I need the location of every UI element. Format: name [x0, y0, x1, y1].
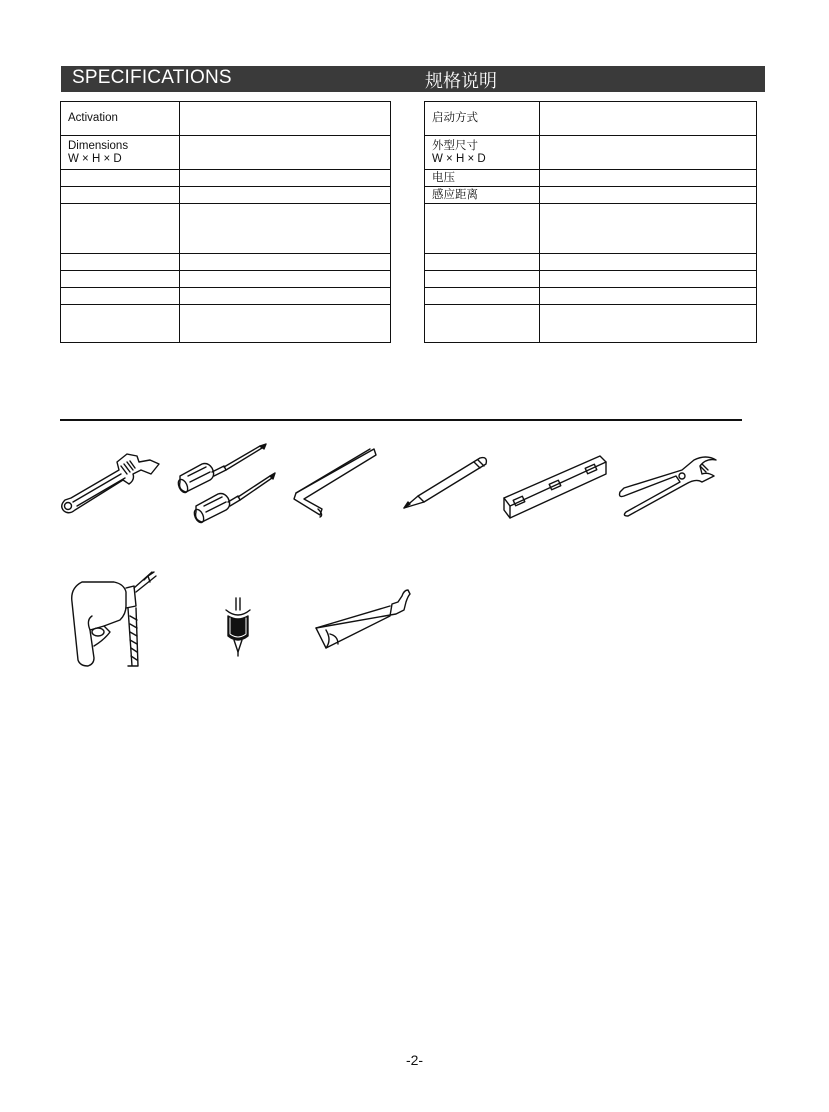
- pliers-icon: [616, 452, 720, 518]
- spec-label-dimensions-zh-line2: W × H × D: [432, 152, 486, 165]
- spec-value-cell: [540, 170, 757, 187]
- spec-value-cell: [540, 204, 757, 254]
- section-divider: [60, 419, 742, 421]
- spec-label-dimensions-line1: Dimensions: [68, 139, 129, 152]
- spec-value-cell: [180, 288, 391, 305]
- spec-label-voltage-zh: 电压: [425, 170, 540, 187]
- screwdrivers-icon: [176, 442, 276, 530]
- spec-label-cell: [61, 271, 180, 288]
- spec-value-cell: [540, 288, 757, 305]
- spec-label-cell: [425, 305, 540, 343]
- spec-label-cell: [425, 204, 540, 254]
- spec-value-cell: [180, 305, 391, 343]
- spec-value-cell: [180, 136, 391, 170]
- spec-label-cell: [61, 187, 180, 204]
- pencil-icon: [400, 454, 492, 512]
- spec-label-dimensions-zh-line1: 外型尺寸: [432, 139, 478, 152]
- spec-value-cell: [540, 305, 757, 343]
- spec-table-en: [60, 101, 391, 343]
- spec-label-cell: [61, 170, 180, 187]
- drill-chuck-icon: [216, 596, 260, 658]
- electric-drill-icon: [64, 562, 164, 670]
- spec-value-cell: [540, 136, 757, 170]
- spec-value-cell: [180, 170, 391, 187]
- page-number: -2-: [405, 1052, 424, 1068]
- sealant-tube-icon: [312, 582, 412, 652]
- spec-value-cell: [540, 102, 757, 136]
- spec-label-cell: [425, 288, 540, 305]
- spec-label-cell: [61, 254, 180, 271]
- spec-table-zh: [424, 101, 757, 343]
- section-title-zh: 规格说明: [425, 71, 497, 92]
- section-title-en: SPECIFICATIONS: [72, 67, 232, 88]
- spirit-level-icon: [500, 452, 610, 524]
- spec-value-cell: [180, 187, 391, 204]
- spec-label-cell: [61, 204, 180, 254]
- spec-value-cell: [540, 271, 757, 288]
- spec-label-cell: [425, 271, 540, 288]
- spec-value-cell: [180, 271, 391, 288]
- spec-label-dimensions-zh: [425, 136, 540, 170]
- spec-label-sensing-range-zh: 感应距离: [425, 187, 540, 204]
- spec-value-cell: [180, 204, 391, 254]
- spec-label-cell: [425, 254, 540, 271]
- spec-value-cell: [180, 254, 391, 271]
- spec-value-cell: [540, 187, 757, 204]
- section-header-bar: [61, 66, 765, 92]
- spec-label-dimensions: [61, 136, 180, 170]
- spec-value-cell: [180, 102, 391, 136]
- spec-label-cell: [61, 305, 180, 343]
- spec-label-activation-zh: 启动方式: [425, 102, 540, 136]
- spec-label-activation: Activation: [61, 102, 180, 136]
- spec-label-cell: [61, 288, 180, 305]
- adjustable-wrench-icon: [55, 450, 170, 516]
- spec-label-dimensions-line2: W × H × D: [68, 152, 122, 165]
- hex-key-icon: [290, 445, 380, 523]
- spec-value-cell: [540, 254, 757, 271]
